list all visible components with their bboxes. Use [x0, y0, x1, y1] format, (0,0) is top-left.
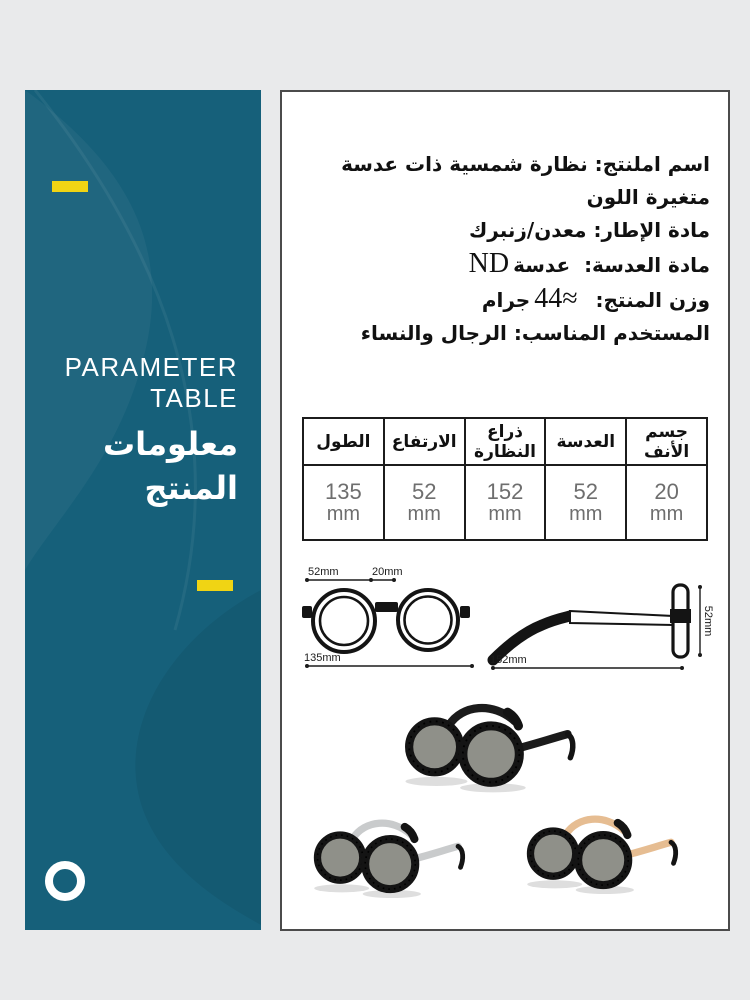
accent-dash-bottom: [197, 580, 233, 591]
top-bar-tip: [405, 827, 415, 839]
label-bridge-width: 20mm: [372, 566, 403, 578]
right-lens: [463, 726, 519, 782]
value-length: 135 mm: [303, 465, 384, 540]
col-header-nose-bridge: جسم الأنف: [626, 418, 707, 465]
product-photo-silver: [290, 808, 492, 904]
sidebar-title-en: [65, 352, 238, 414]
sidebar-title-ar-line2: المنتج: [144, 469, 238, 507]
front-right-lens-outer: [398, 590, 458, 650]
label-lens-height: 52mm: [702, 605, 714, 637]
product-info-panel: [280, 90, 730, 931]
spec-line-product-name: اسم املنتج: نظارة شمسية ذات عدسة: [341, 152, 710, 176]
value-temple-arm: 152 mm: [465, 465, 546, 540]
value-height: 52 mm: [384, 465, 465, 540]
right-temple-tip: [671, 842, 676, 863]
parameter-table-header-row: [303, 418, 707, 465]
circle-ring-icon: [45, 861, 85, 901]
sidebar-title-ar-line1: معلومات: [103, 425, 238, 463]
label-frame-width: 135mm: [304, 652, 341, 664]
product-photo-gold: [503, 804, 705, 900]
right-temple: [413, 846, 458, 859]
parameter-table: [302, 417, 708, 541]
value-nose-bridge: 20 mm: [626, 465, 707, 540]
accent-dash-top: [52, 181, 88, 192]
spec-line-frame-material: مادة الإطار: معدن/زنبرك: [468, 218, 710, 242]
sidebar-title-en-line2: TABLE: [150, 383, 238, 413]
col-header-lens: العدسة: [545, 418, 626, 465]
col-header-length: الطول: [303, 418, 384, 465]
col-header-height: الارتفاع: [384, 418, 465, 465]
right-temple-tip: [568, 734, 573, 758]
product-specs: [341, 148, 710, 350]
label-lens-width: 52mm: [308, 566, 339, 578]
sidebar-curve-decoration: [25, 90, 261, 930]
lens-type-latin: ND: [468, 248, 510, 279]
sidebar: [25, 90, 261, 930]
spec-line-product-name-wrap: متغيرة اللون: [586, 185, 710, 209]
col-header-temple-arm: ذراع النظارة: [465, 418, 546, 465]
spec-line-suitable-user: المستخدم المناسب: الرجال والنساء: [360, 321, 710, 345]
right-temple-tip: [458, 846, 463, 867]
front-hinge-right: [460, 606, 470, 618]
front-left-lens-outer: [313, 590, 375, 652]
parameter-table-value-row: [303, 465, 707, 540]
side-temple-bar: [570, 611, 673, 625]
front-bridge: [375, 602, 398, 612]
label-temple-length: 152mm: [490, 654, 527, 666]
dimension-diagram: [290, 558, 726, 693]
top-bar-tip: [507, 712, 518, 726]
spec-line-lens-material: مادة العدسة: عدسةND: [468, 248, 710, 279]
right-temple: [517, 734, 568, 749]
side-hinge-band: [670, 609, 691, 623]
weight-value-latin: ≈44: [534, 283, 578, 314]
value-lens: 52 mm: [545, 465, 626, 540]
product-photo-black: [378, 694, 606, 796]
spec-line-weight: وزن المنتج: ≈44جرام: [481, 283, 710, 314]
top-bar-tip: [618, 823, 628, 835]
front-hinge-left: [302, 606, 312, 618]
sidebar-title-ar: [103, 422, 238, 510]
sidebar-title-en-line1: PARAMETER: [64, 352, 238, 382]
right-temple: [626, 842, 671, 855]
